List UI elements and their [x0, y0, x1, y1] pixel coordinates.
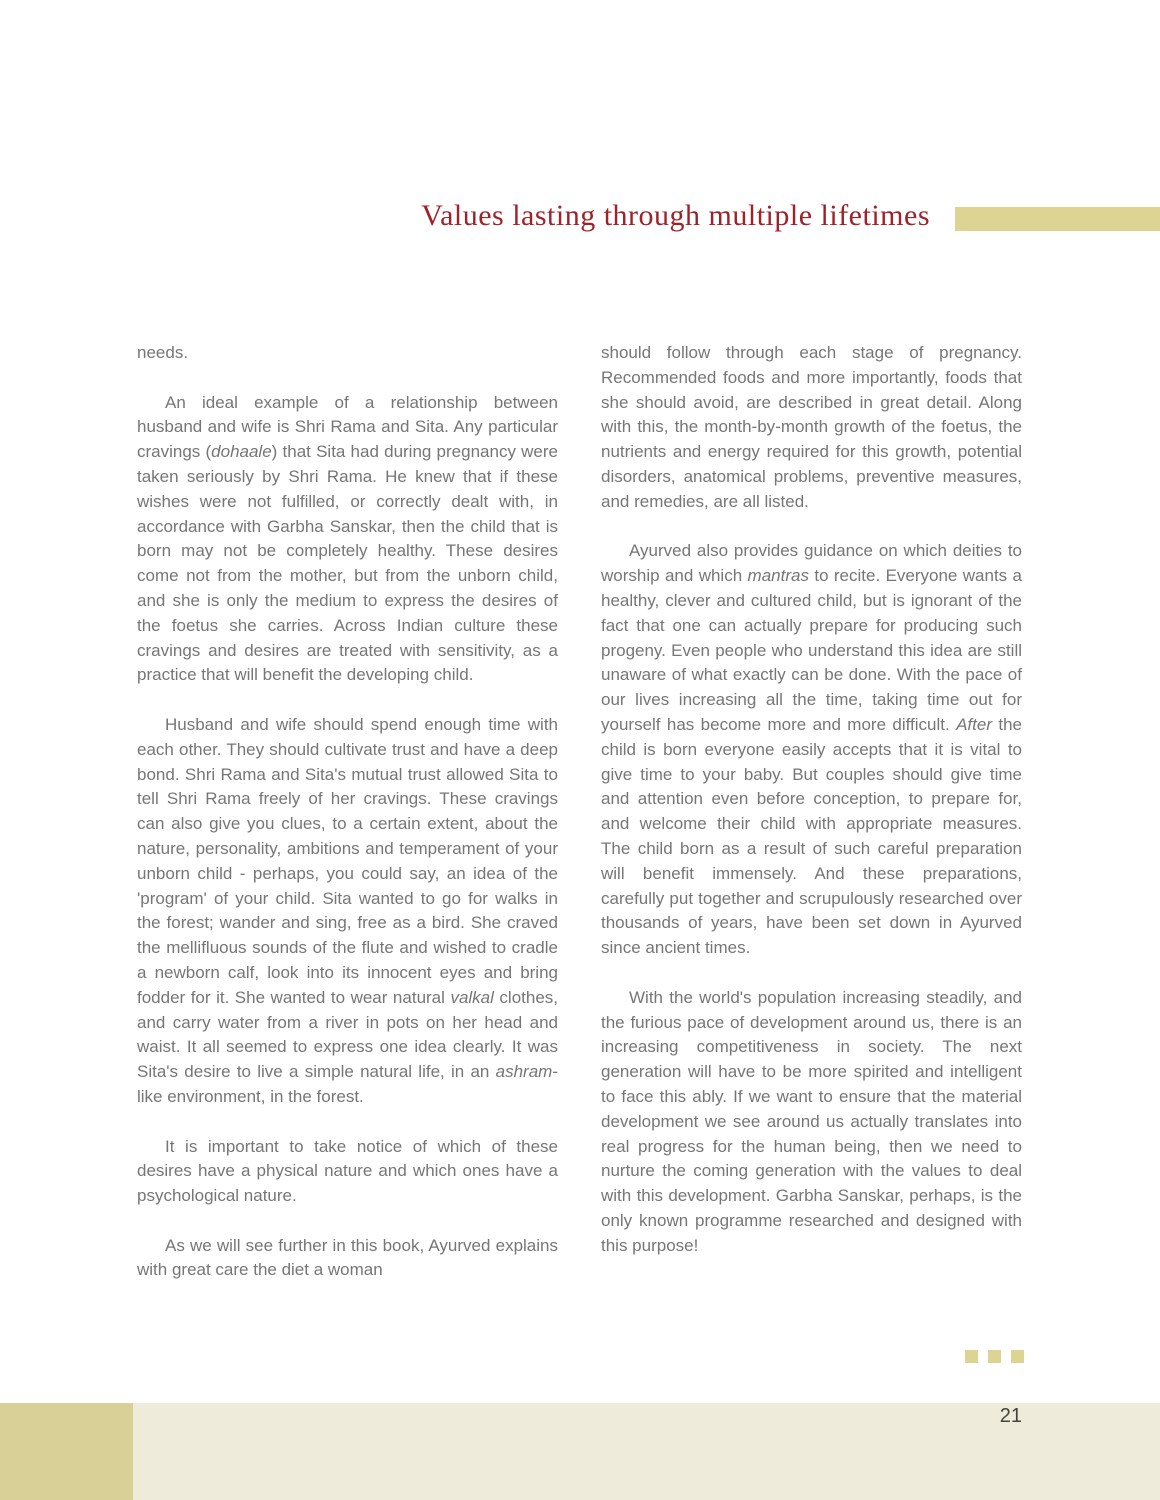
footer-band — [0, 1403, 1160, 1500]
end-mark-square — [965, 1350, 978, 1363]
text-column-right — [601, 341, 1022, 1308]
title-accent-bar — [955, 207, 1160, 231]
page-title: Values lasting through multiple lifetimes — [421, 199, 930, 232]
end-of-chapter-marks — [965, 1350, 1024, 1363]
end-mark-square — [1011, 1350, 1024, 1363]
paragraph: It is important to take notice of which of these desires have a physical nature and which ones have a psychological nature. — [137, 1136, 558, 1206]
paragraph: needs. — [137, 343, 189, 362]
paragraph: should follow through each stage of pregnancy. Recommended foods and more importantly, foods that she should avoid, are described in great detail. Along with this, the month-by-month growth of the foetus, the nutrients and energy required for this growth, potential disorders, anatomical problems, preventive measures, and remedies, are all listed. — [601, 343, 1022, 511]
paragraph: Husband and wife should spend enough time with each other. They should cultivate trust and have a deep bond. Shri Rama and Sita's mutual trust allowed Sita to tell Shri Rama freely of her cravings. These cravings can also give you clues, to a certain extent, about the nature, personality, ambitions and temperament of your unborn child - perhaps, you could say, an idea of the 'program' of your child. Sita wanted to go for walks in the forest; wander and sing, free as a bird. She craved the mellifluous sounds of the flute and wished to cradle a newborn calf, look into its innocent eyes and bring fodder for it. She wanted to wear natural valkal clothes, and carry water from a river in pots on her head and waist. It all seemed to express one idea clearly. It was Sita's desire to live a simple natural life, in an ashram-like environment, in the forest. — [137, 714, 559, 1106]
paragraph: As we will see further in this book, Ayurved explains with great care the diet a woman — [137, 1235, 558, 1280]
paragraph: With the world's population increasing steadily, and the furious pace of development around us, there is an increasing competitiveness in society. The next generation will have to be more spirited and intelligent to face this ably. If we want to ensure that the material development we see around us actually translates into real progress for the human being, then we need to nurture the coming generation with the values to deal with this development. Garbha Sanskar, perhaps, is the only known programme researched and designed with this purpose! — [601, 987, 1022, 1255]
page-number: 21 — [999, 1405, 1022, 1427]
text-column-left — [137, 341, 558, 1308]
footer-accent-block — [0, 1403, 133, 1500]
end-mark-square — [988, 1350, 1001, 1363]
paragraph: An ideal example of a relationship between husband and wife is Shri Rama and Sita. Any particular cravings (dohaale) that Sita had during pregnancy were taken seriously by Shri Rama. He knew that if these wishes were not fulfilled, or correctly dealt with, in accordance with Garbha Sanskar, then the child that is born may not be completely healthy. These desires come not from the mother, but from the unborn child, and she is only the medium to express the desires of the foetus she carries. Across Indian culture these cravings and desires are treated with sensitivity, as a practice that will benefit the developing child. — [137, 392, 558, 685]
body-text — [137, 341, 1022, 1308]
paragraph: Ayurved also provides guidance on which deities to worship and which mantras to recite. Everyone wants a healthy, clever and cultured child, but is ignorant of the fact that one can actually prepare for producing such progeny. Even people who understand this idea are still unaware of what exactly can be done. With the pace of our lives increasing all the time, taking time out for yourself has become more and more difficult. After the child is born everyone easily accepts that it is vital to give time to your baby. But couples should give time and attention even before conception, to prepare for, and welcome their child with appropriate measures. The child born as a result of such careful preparation will benefit immensely. And these preparations, carefully put together and scrupulously researched over thousands of years, have been set down in Ayurved since ancient times. — [601, 541, 1022, 958]
